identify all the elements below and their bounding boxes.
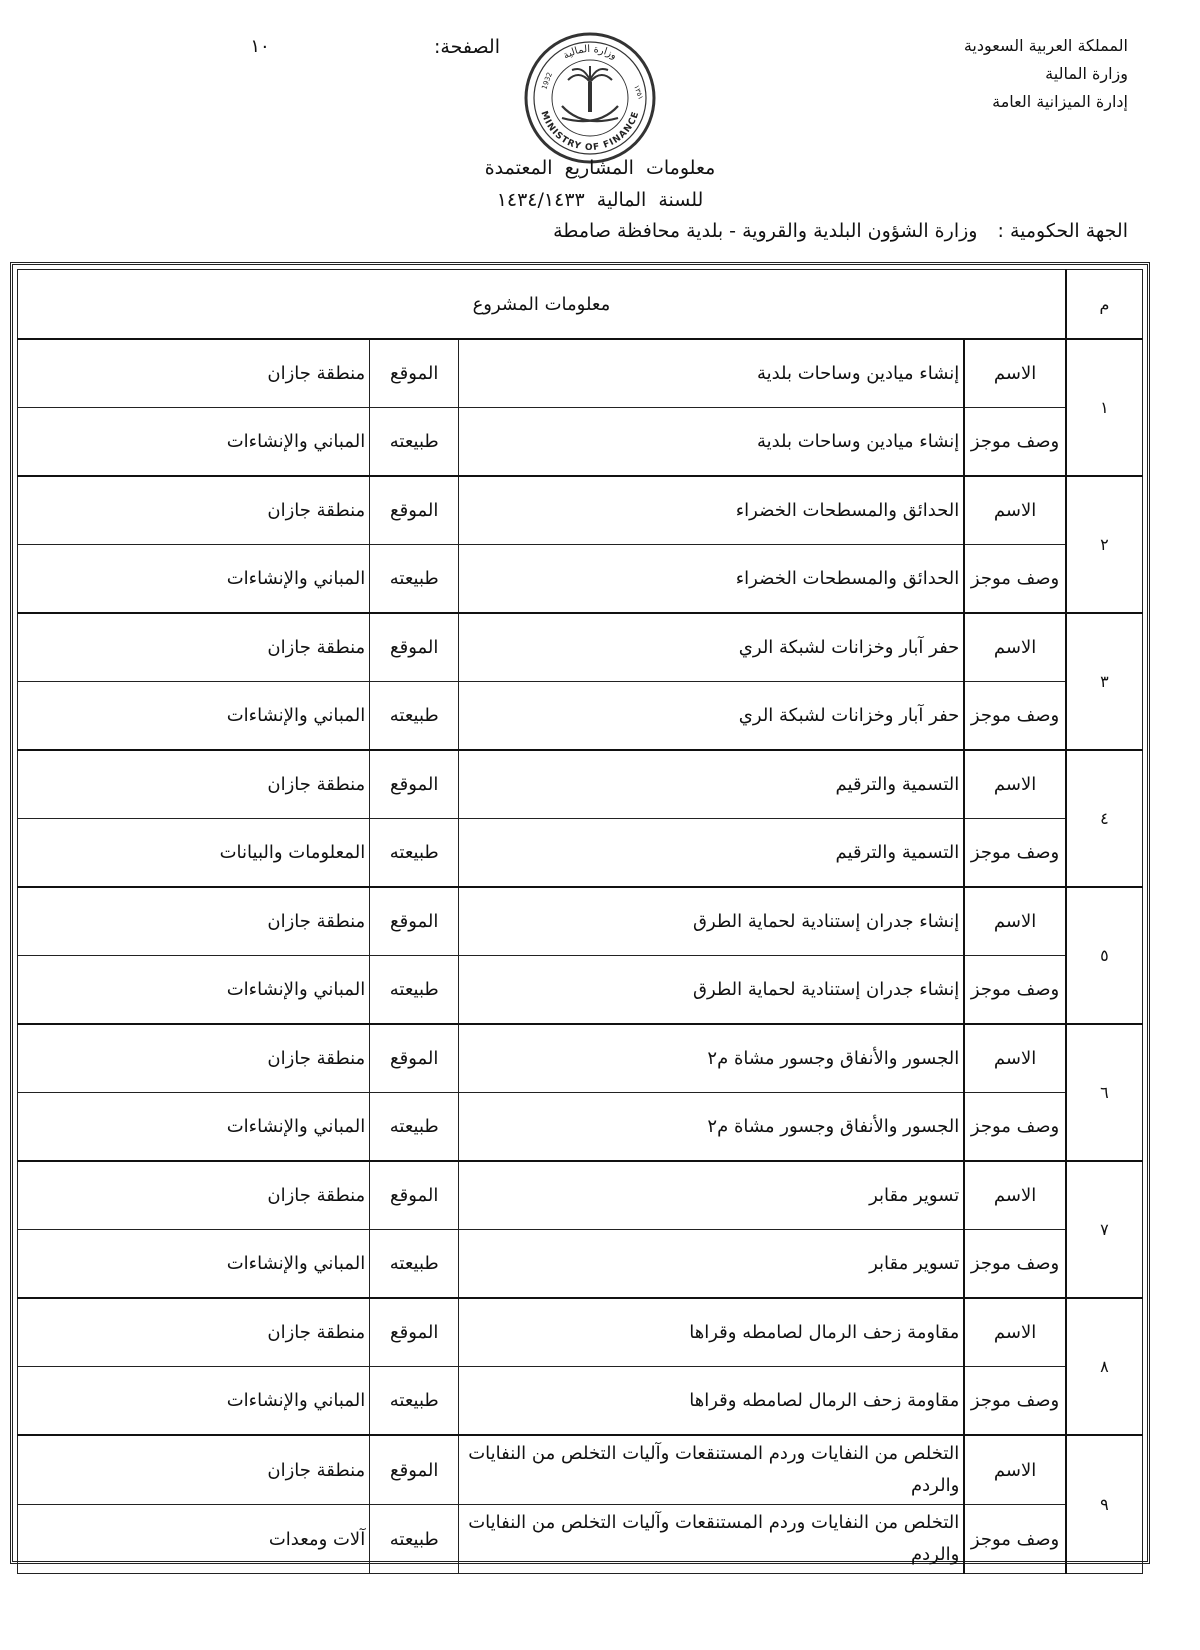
project-location-value: منطقة جازان xyxy=(18,750,370,819)
project-nature-value: المباني والإنشاءات xyxy=(18,545,370,614)
table-row xyxy=(18,750,1143,819)
description-label: وصف موجز xyxy=(964,408,1066,477)
project-name-value: التسمية والترقيم xyxy=(459,750,965,819)
project-description-value: الحدائق والمسطحات الخضراء xyxy=(459,545,965,614)
entity-label: الجهة الحكومية : xyxy=(997,220,1128,242)
title-line-1: معلومات المشاريع المعتمدة xyxy=(484,157,716,179)
issuer-block xyxy=(868,32,1128,116)
entity-value: وزارة الشؤون البلدية والقروية - بلدية محافظة صامطة xyxy=(553,220,978,242)
project-description-value: تسوير مقابر xyxy=(459,1230,965,1299)
table-row xyxy=(18,408,1143,477)
project-info-header: معلومات المشروع xyxy=(18,270,1066,340)
project-description-value: الجسور والأنفاق وجسور مشاة م٢ xyxy=(459,1093,965,1162)
row-number: ٧ xyxy=(1066,1161,1143,1298)
table-row xyxy=(18,682,1143,751)
table-row xyxy=(18,956,1143,1025)
svg-text:1932: 1932 xyxy=(540,71,554,91)
project-location-value: منطقة جازان xyxy=(18,339,370,408)
kingdom-name: المملكة العربية السعودية xyxy=(963,36,1128,55)
nature-label: طبيعته xyxy=(370,1505,459,1574)
project-location-value: منطقة جازان xyxy=(18,1298,370,1367)
svg-text:MINISTRY OF FINANCE: MINISTRY OF FINANCE xyxy=(538,109,642,154)
name-label: الاسم xyxy=(964,1161,1066,1230)
projects-grid xyxy=(17,269,1143,1574)
nature-label: طبيعته xyxy=(370,545,459,614)
location-label: الموقع xyxy=(370,1024,459,1093)
project-nature-value: المباني والإنشاءات xyxy=(18,956,370,1025)
description-label: وصف موجز xyxy=(964,1505,1066,1574)
row-number: ٩ xyxy=(1066,1435,1143,1574)
ministry-name: وزارة المالية xyxy=(1045,64,1128,83)
table-row xyxy=(18,476,1143,545)
location-label: الموقع xyxy=(370,339,459,408)
palm-icon xyxy=(568,66,612,112)
page-label: الصفحة: xyxy=(433,36,500,58)
row-number: ٢ xyxy=(1066,476,1143,613)
nature-label: طبيعته xyxy=(370,408,459,477)
table-row xyxy=(18,339,1143,408)
project-description-value: التخلص من النفايات وردم المستنقعات وآليات التخلص من النفايات والردم xyxy=(459,1505,965,1574)
table-row xyxy=(18,887,1143,956)
project-name-value: التخلص من النفايات وردم المستنقعات وآليات التخلص من النفايات والردم xyxy=(459,1435,965,1505)
project-name-value: حفر آبار وخزانات لشبكة الري xyxy=(459,613,965,682)
title-line-2: للسنة المالية ١٤٣٤/١٤٣٣ xyxy=(496,189,704,211)
name-label: الاسم xyxy=(964,750,1066,819)
row-number: ٣ xyxy=(1066,613,1143,750)
projects-table xyxy=(10,262,1150,1564)
svg-text:١٣٥١: ١٣٥١ xyxy=(632,83,645,101)
location-label: الموقع xyxy=(370,1161,459,1230)
location-label: الموقع xyxy=(370,1435,459,1505)
name-label: الاسم xyxy=(964,887,1066,956)
project-description-value: مقاومة زحف الرمال لصامطه وقراها xyxy=(459,1367,965,1436)
row-number: ٦ xyxy=(1066,1024,1143,1161)
description-label: وصف موجز xyxy=(964,1367,1066,1436)
name-label: الاسم xyxy=(964,1024,1066,1093)
department-name: إدارة الميزانية العامة xyxy=(992,92,1128,111)
project-nature-value: المباني والإنشاءات xyxy=(18,1367,370,1436)
project-nature-value: المباني والإنشاءات xyxy=(18,682,370,751)
row-number: ٥ xyxy=(1066,887,1143,1024)
project-nature-value: المعلومات والبيانات xyxy=(18,819,370,888)
row-number: ١ xyxy=(1066,339,1143,476)
project-name-value: الجسور والأنفاق وجسور مشاة م٢ xyxy=(459,1024,965,1093)
name-label: الاسم xyxy=(964,476,1066,545)
nature-label: طبيعته xyxy=(370,819,459,888)
project-name-value: مقاومة زحف الرمال لصامطه وقراها xyxy=(459,1298,965,1367)
location-label: الموقع xyxy=(370,476,459,545)
project-description-value: حفر آبار وخزانات لشبكة الري xyxy=(459,682,965,751)
description-label: وصف موجز xyxy=(964,956,1066,1025)
table-row xyxy=(18,1161,1143,1230)
project-nature-value: المباني والإنشاءات xyxy=(18,1093,370,1162)
table-row xyxy=(18,1230,1143,1299)
project-description-value: التسمية والترقيم xyxy=(459,819,965,888)
table-row xyxy=(18,1367,1143,1436)
government-entity xyxy=(428,220,1128,242)
project-name-value: الحدائق والمسطحات الخضراء xyxy=(459,476,965,545)
table-row xyxy=(18,1435,1143,1505)
svg-text:وزارة المالية: وزارة المالية xyxy=(561,43,619,62)
project-nature-value: المباني والإنشاءات xyxy=(18,408,370,477)
row-number: ٤ xyxy=(1066,750,1143,887)
page-number: ١٠ xyxy=(250,36,270,57)
table-row xyxy=(18,545,1143,614)
project-location-value: منطقة جازان xyxy=(18,476,370,545)
project-location-value: منطقة جازان xyxy=(18,1435,370,1505)
name-label: الاسم xyxy=(964,1298,1066,1367)
project-location-value: منطقة جازان xyxy=(18,613,370,682)
nature-label: طبيعته xyxy=(370,956,459,1025)
document-title xyxy=(300,152,900,216)
project-nature-value: المباني والإنشاءات xyxy=(18,1230,370,1299)
project-name-value: تسوير مقابر xyxy=(459,1161,965,1230)
nature-label: طبيعته xyxy=(370,1367,459,1436)
table-row xyxy=(18,1093,1143,1162)
row-number: ٨ xyxy=(1066,1298,1143,1435)
name-label: الاسم xyxy=(964,339,1066,408)
table-row xyxy=(18,1024,1143,1093)
project-description-value: إنشاء جدران إستنادية لحماية الطرق xyxy=(459,956,965,1025)
name-label: الاسم xyxy=(964,613,1066,682)
table-row xyxy=(18,613,1143,682)
name-label: الاسم xyxy=(964,1435,1066,1505)
project-location-value: منطقة جازان xyxy=(18,1161,370,1230)
description-label: وصف موجز xyxy=(964,682,1066,751)
location-label: الموقع xyxy=(370,1298,459,1367)
description-label: وصف موجز xyxy=(964,545,1066,614)
location-label: الموقع xyxy=(370,750,459,819)
description-label: وصف موجز xyxy=(964,1093,1066,1162)
nature-label: طبيعته xyxy=(370,682,459,751)
table-row xyxy=(18,819,1143,888)
description-label: وصف موجز xyxy=(964,819,1066,888)
ministry-seal-logo xyxy=(522,30,658,166)
row-number-header: م xyxy=(1066,270,1143,340)
location-label: الموقع xyxy=(370,887,459,956)
project-name-value: إنشاء جدران إستنادية لحماية الطرق xyxy=(459,887,965,956)
nature-label: طبيعته xyxy=(370,1093,459,1162)
nature-label: طبيعته xyxy=(370,1230,459,1299)
table-row xyxy=(18,1505,1143,1574)
project-location-value: منطقة جازان xyxy=(18,1024,370,1093)
project-name-value: إنشاء ميادين وساحات بلدية xyxy=(459,339,965,408)
table-row xyxy=(18,1298,1143,1367)
project-description-value: إنشاء ميادين وساحات بلدية xyxy=(459,408,965,477)
project-location-value: منطقة جازان xyxy=(18,887,370,956)
description-label: وصف موجز xyxy=(964,1230,1066,1299)
project-nature-value: آلات ومعدات xyxy=(18,1505,370,1574)
location-label: الموقع xyxy=(370,613,459,682)
